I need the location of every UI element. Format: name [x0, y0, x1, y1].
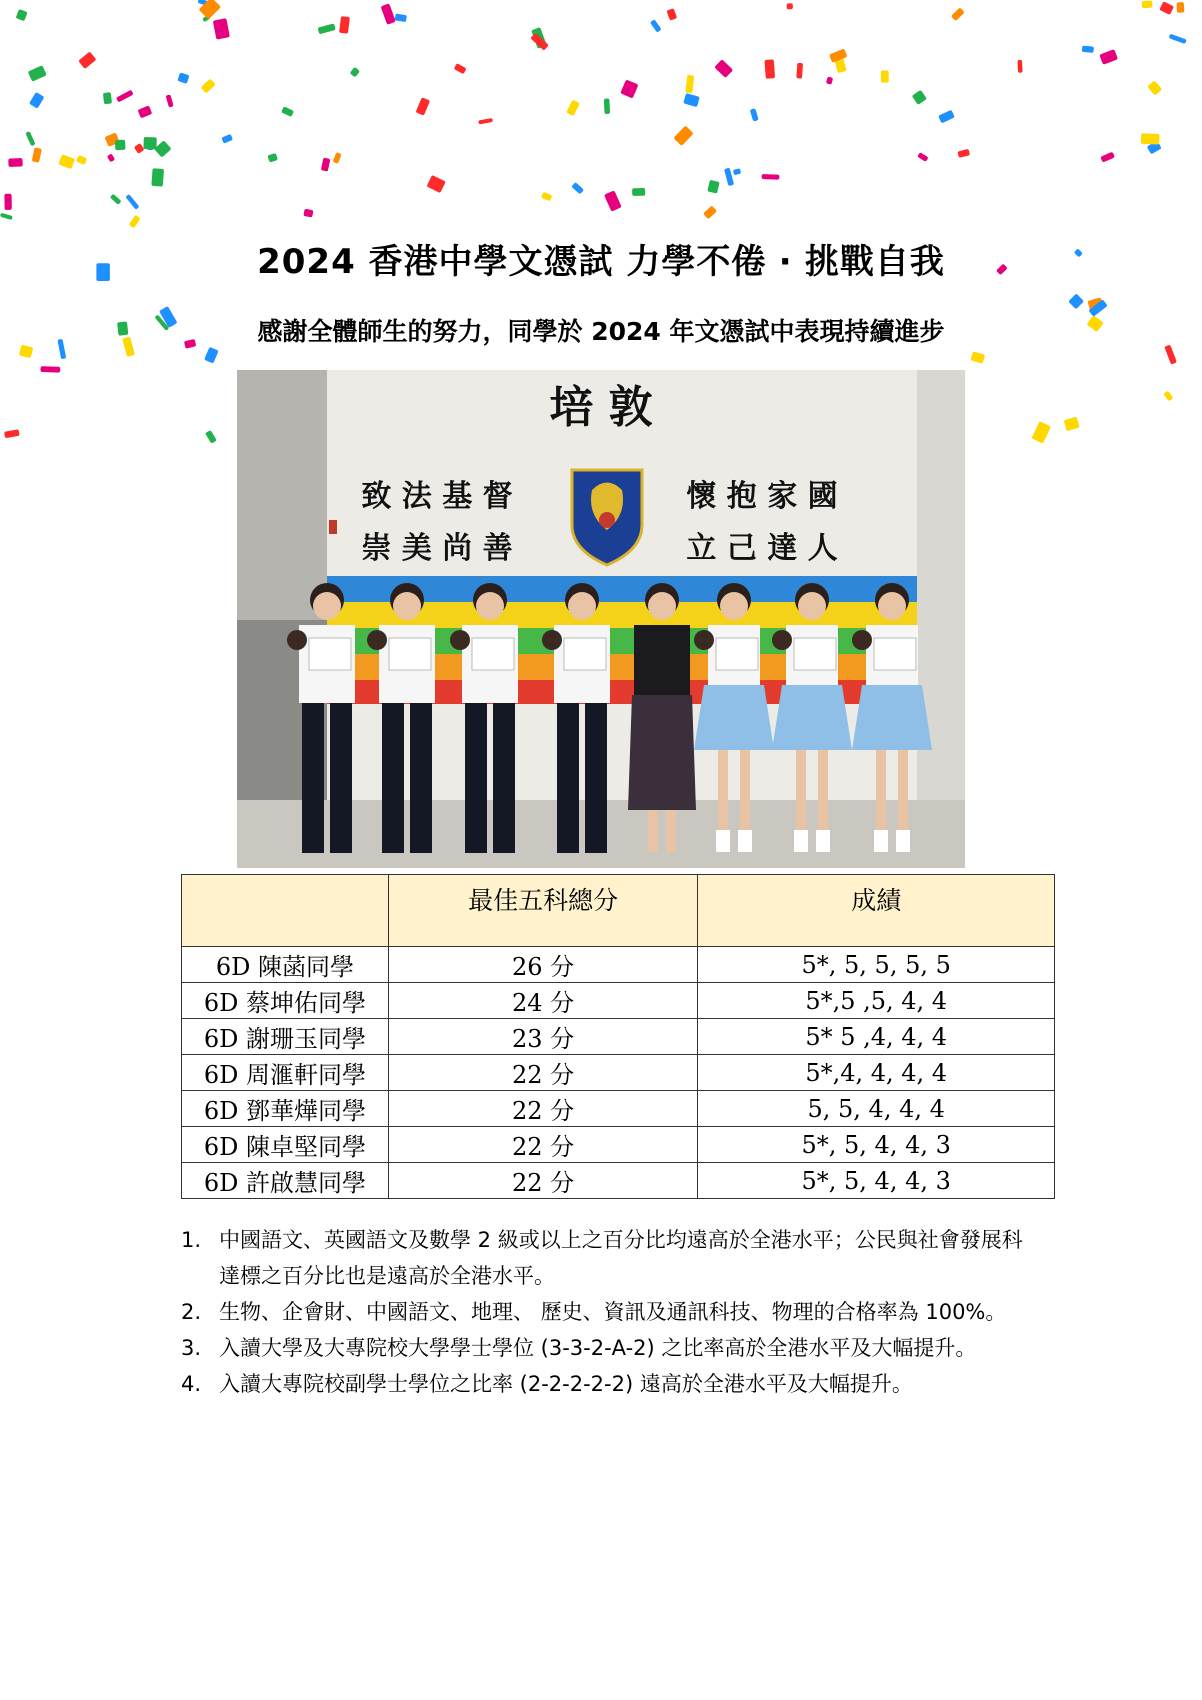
header-student: [182, 875, 389, 947]
confetti-piece: [154, 140, 171, 157]
confetti-piece: [4, 194, 11, 210]
confetti-piece: [103, 92, 112, 104]
confetti-piece: [318, 23, 336, 34]
confetti-piece: [1017, 60, 1022, 73]
confetti-piece: [685, 75, 694, 93]
total-score: 23 分: [388, 1019, 698, 1055]
note-text: 中國語文、英國語文及數學 2 級或以上之百分比均遠高於全港水平；公民與社會發展科達標之百分比也是遠高於全港水平。: [219, 1228, 1023, 1288]
confetti-piece: [29, 92, 44, 109]
list-item: [181, 1330, 1031, 1366]
confetti-piece: [107, 153, 115, 162]
confetti-piece: [151, 168, 164, 186]
table-row: [182, 1163, 1055, 1199]
confetti-piece: [938, 110, 955, 124]
confetti-piece: [381, 3, 396, 24]
grades: 5*, 5, 4, 4, 3: [698, 1163, 1055, 1199]
confetti-piece: [683, 93, 700, 107]
list-number: 1.: [181, 1228, 202, 1252]
page-title: 2024 香港中學文憑試 力學不倦 ‧ 挑戰自我: [257, 242, 945, 282]
confetti-piece: [764, 59, 775, 78]
list-item: [181, 1366, 1031, 1402]
list-number: 4.: [181, 1372, 202, 1396]
confetti-piece: [750, 108, 759, 121]
table-header-row: [182, 875, 1055, 947]
confetti-piece: [321, 158, 331, 172]
confetti-piece: [762, 174, 780, 180]
confetti-piece: [1099, 49, 1118, 65]
confetti-piece: [604, 190, 622, 211]
list-number: 3.: [181, 1336, 202, 1360]
note-text: 入讀大專院校副學士學位之比率 (2-2-2-2-2) 遠高於全港水平及大幅提升。: [219, 1372, 913, 1396]
total-score: 26 分: [388, 947, 698, 983]
total-score: 22 分: [388, 1055, 698, 1091]
confetti-piece: [957, 149, 970, 158]
confetti-piece: [881, 70, 889, 82]
student-name: 6D 陳卓堅同學: [182, 1127, 389, 1163]
grades: 5*, 5, 5, 5, 5: [698, 947, 1055, 983]
confetti-piece: [724, 168, 734, 187]
grades: 5*,5 ,5, 4, 4: [698, 983, 1055, 1019]
confetti-piece: [40, 366, 60, 372]
note-text: 生物、企會財、中國語文、地理、 歷史、資訊及通訊科技、物理的合格率為 100%。: [219, 1300, 1007, 1324]
confetti-piece: [116, 90, 134, 103]
confetti-piece: [221, 134, 233, 144]
table-row: [182, 947, 1055, 983]
confetti-piece: [571, 182, 584, 194]
confetti-piece: [78, 51, 96, 69]
confetti-piece: [1068, 293, 1084, 309]
header-best-five: 最佳五科總分: [388, 875, 698, 947]
table-row: [182, 1055, 1055, 1091]
student-name: 6D 陳菡同學: [182, 947, 389, 983]
confetti-piece: [707, 180, 719, 194]
confetti-piece: [604, 98, 610, 114]
confetti-piece: [714, 59, 733, 78]
confetti-piece: [826, 76, 833, 84]
confetti-piece: [0, 213, 13, 220]
confetti-piece: [478, 118, 493, 124]
confetti-piece: [32, 147, 42, 162]
confetti-piece: [28, 65, 47, 81]
confetti-piece: [650, 19, 662, 32]
student-name: 6D 周滙軒同學: [182, 1055, 389, 1091]
confetti-piece: [917, 152, 928, 162]
confetti-piece: [129, 215, 141, 228]
confetti-piece: [303, 209, 313, 218]
confetti-piece: [339, 16, 350, 34]
confetti-piece: [632, 188, 645, 196]
confetti-piece: [796, 63, 803, 79]
total-score: 24 分: [388, 983, 698, 1019]
confetti-piece: [416, 97, 431, 115]
table-row: [182, 983, 1055, 1019]
confetti-piece: [1163, 391, 1173, 402]
motto-left-2: 崇 美 尚 善: [361, 531, 513, 566]
confetti-piece: [143, 137, 156, 149]
confetti-piece: [110, 194, 122, 205]
banner-characters: 培 敦: [549, 382, 653, 433]
confetti-piece: [25, 131, 35, 146]
confetti-piece: [1082, 46, 1094, 53]
confetti-piece: [1177, 2, 1185, 13]
confetti-piece: [138, 105, 153, 118]
header-results: 成績: [698, 875, 1055, 947]
confetti-piece: [58, 154, 75, 169]
confetti-piece: [166, 94, 174, 107]
motto-right-1: 懷 抱 家 國: [686, 479, 838, 514]
grades: 5*,4, 4, 4, 4: [698, 1055, 1055, 1091]
grades: 5, 5, 4, 4, 4: [698, 1091, 1055, 1127]
table-row: [182, 1127, 1055, 1163]
confetti-piece: [1141, 133, 1160, 144]
confetti-piece: [787, 3, 793, 9]
list-item: [181, 1222, 1031, 1294]
confetti-piece: [666, 8, 677, 20]
confetti-piece: [673, 125, 693, 145]
confetti-piece: [333, 152, 342, 164]
student-name: 6D 許啟慧同學: [182, 1163, 389, 1199]
table-row: [182, 1019, 1055, 1055]
page-subtitle: 感謝全體師生的努力，同學於 2024 年文憑試中表現持續進步: [257, 317, 945, 346]
confetti-piece: [267, 153, 278, 163]
confetti-piece: [454, 63, 467, 74]
confetti-piece: [201, 79, 216, 94]
list-item: [181, 1294, 1031, 1330]
confetti-piece: [1147, 80, 1162, 95]
motto-right-2: 立 己 達 人: [686, 531, 838, 566]
confetti-piece: [213, 18, 230, 39]
confetti-piece: [427, 175, 446, 193]
confetti-piece: [115, 140, 126, 151]
motto-left-1: 致 法 基 督: [361, 479, 513, 514]
confetti-piece: [8, 158, 22, 167]
confetti-piece: [177, 72, 189, 83]
achievement-notes: [181, 1222, 1031, 1402]
grades: 5* 5 ,4, 4, 4: [698, 1019, 1055, 1055]
confetti-piece: [1169, 34, 1187, 44]
confetti-piece: [620, 79, 638, 98]
grades: 5*, 5, 4, 4, 3: [698, 1127, 1055, 1163]
confetti-piece: [350, 67, 360, 78]
confetti-piece: [1159, 1, 1174, 15]
results-table: [181, 874, 1055, 1199]
confetti-piece: [125, 194, 139, 210]
confetti-piece: [204, 347, 219, 364]
note-text: 入讀大學及大專院校大學學士學位 (3-3-2-A-2) 之比率高於全港水平及大幅提升。: [219, 1336, 977, 1360]
school-crest-icon: [572, 470, 642, 565]
confetti-piece: [912, 90, 927, 105]
student-name: 6D 鄧華燁同學: [182, 1091, 389, 1127]
total-score: 22 分: [388, 1091, 698, 1127]
confetti-piece: [970, 351, 985, 364]
group-photo: [237, 370, 965, 868]
confetti-piece: [4, 429, 20, 438]
confetti-piece: [733, 168, 741, 175]
total-score: 22 分: [388, 1163, 698, 1199]
confetti-piece: [541, 192, 552, 202]
confetti-piece: [951, 7, 965, 21]
confetti-piece: [16, 9, 28, 21]
total-score: 22 分: [388, 1127, 698, 1163]
confetti-piece: [703, 205, 717, 219]
confetti-piece: [281, 106, 294, 117]
student-name: 6D 謝珊玉同學: [182, 1019, 389, 1055]
confetti-piece: [1064, 417, 1080, 432]
student-name: 6D 蔡坤佑同學: [182, 983, 389, 1019]
confetti-piece: [1142, 1, 1153, 9]
confetti-piece: [1100, 152, 1115, 163]
table-row: [182, 1091, 1055, 1127]
confetti-piece: [134, 143, 145, 154]
confetti-piece: [205, 430, 217, 444]
confetti-piece: [1032, 421, 1051, 444]
confetti-piece: [395, 14, 407, 23]
confetti-piece: [566, 100, 580, 117]
confetti-piece: [76, 155, 87, 165]
list-number: 2.: [181, 1300, 202, 1324]
